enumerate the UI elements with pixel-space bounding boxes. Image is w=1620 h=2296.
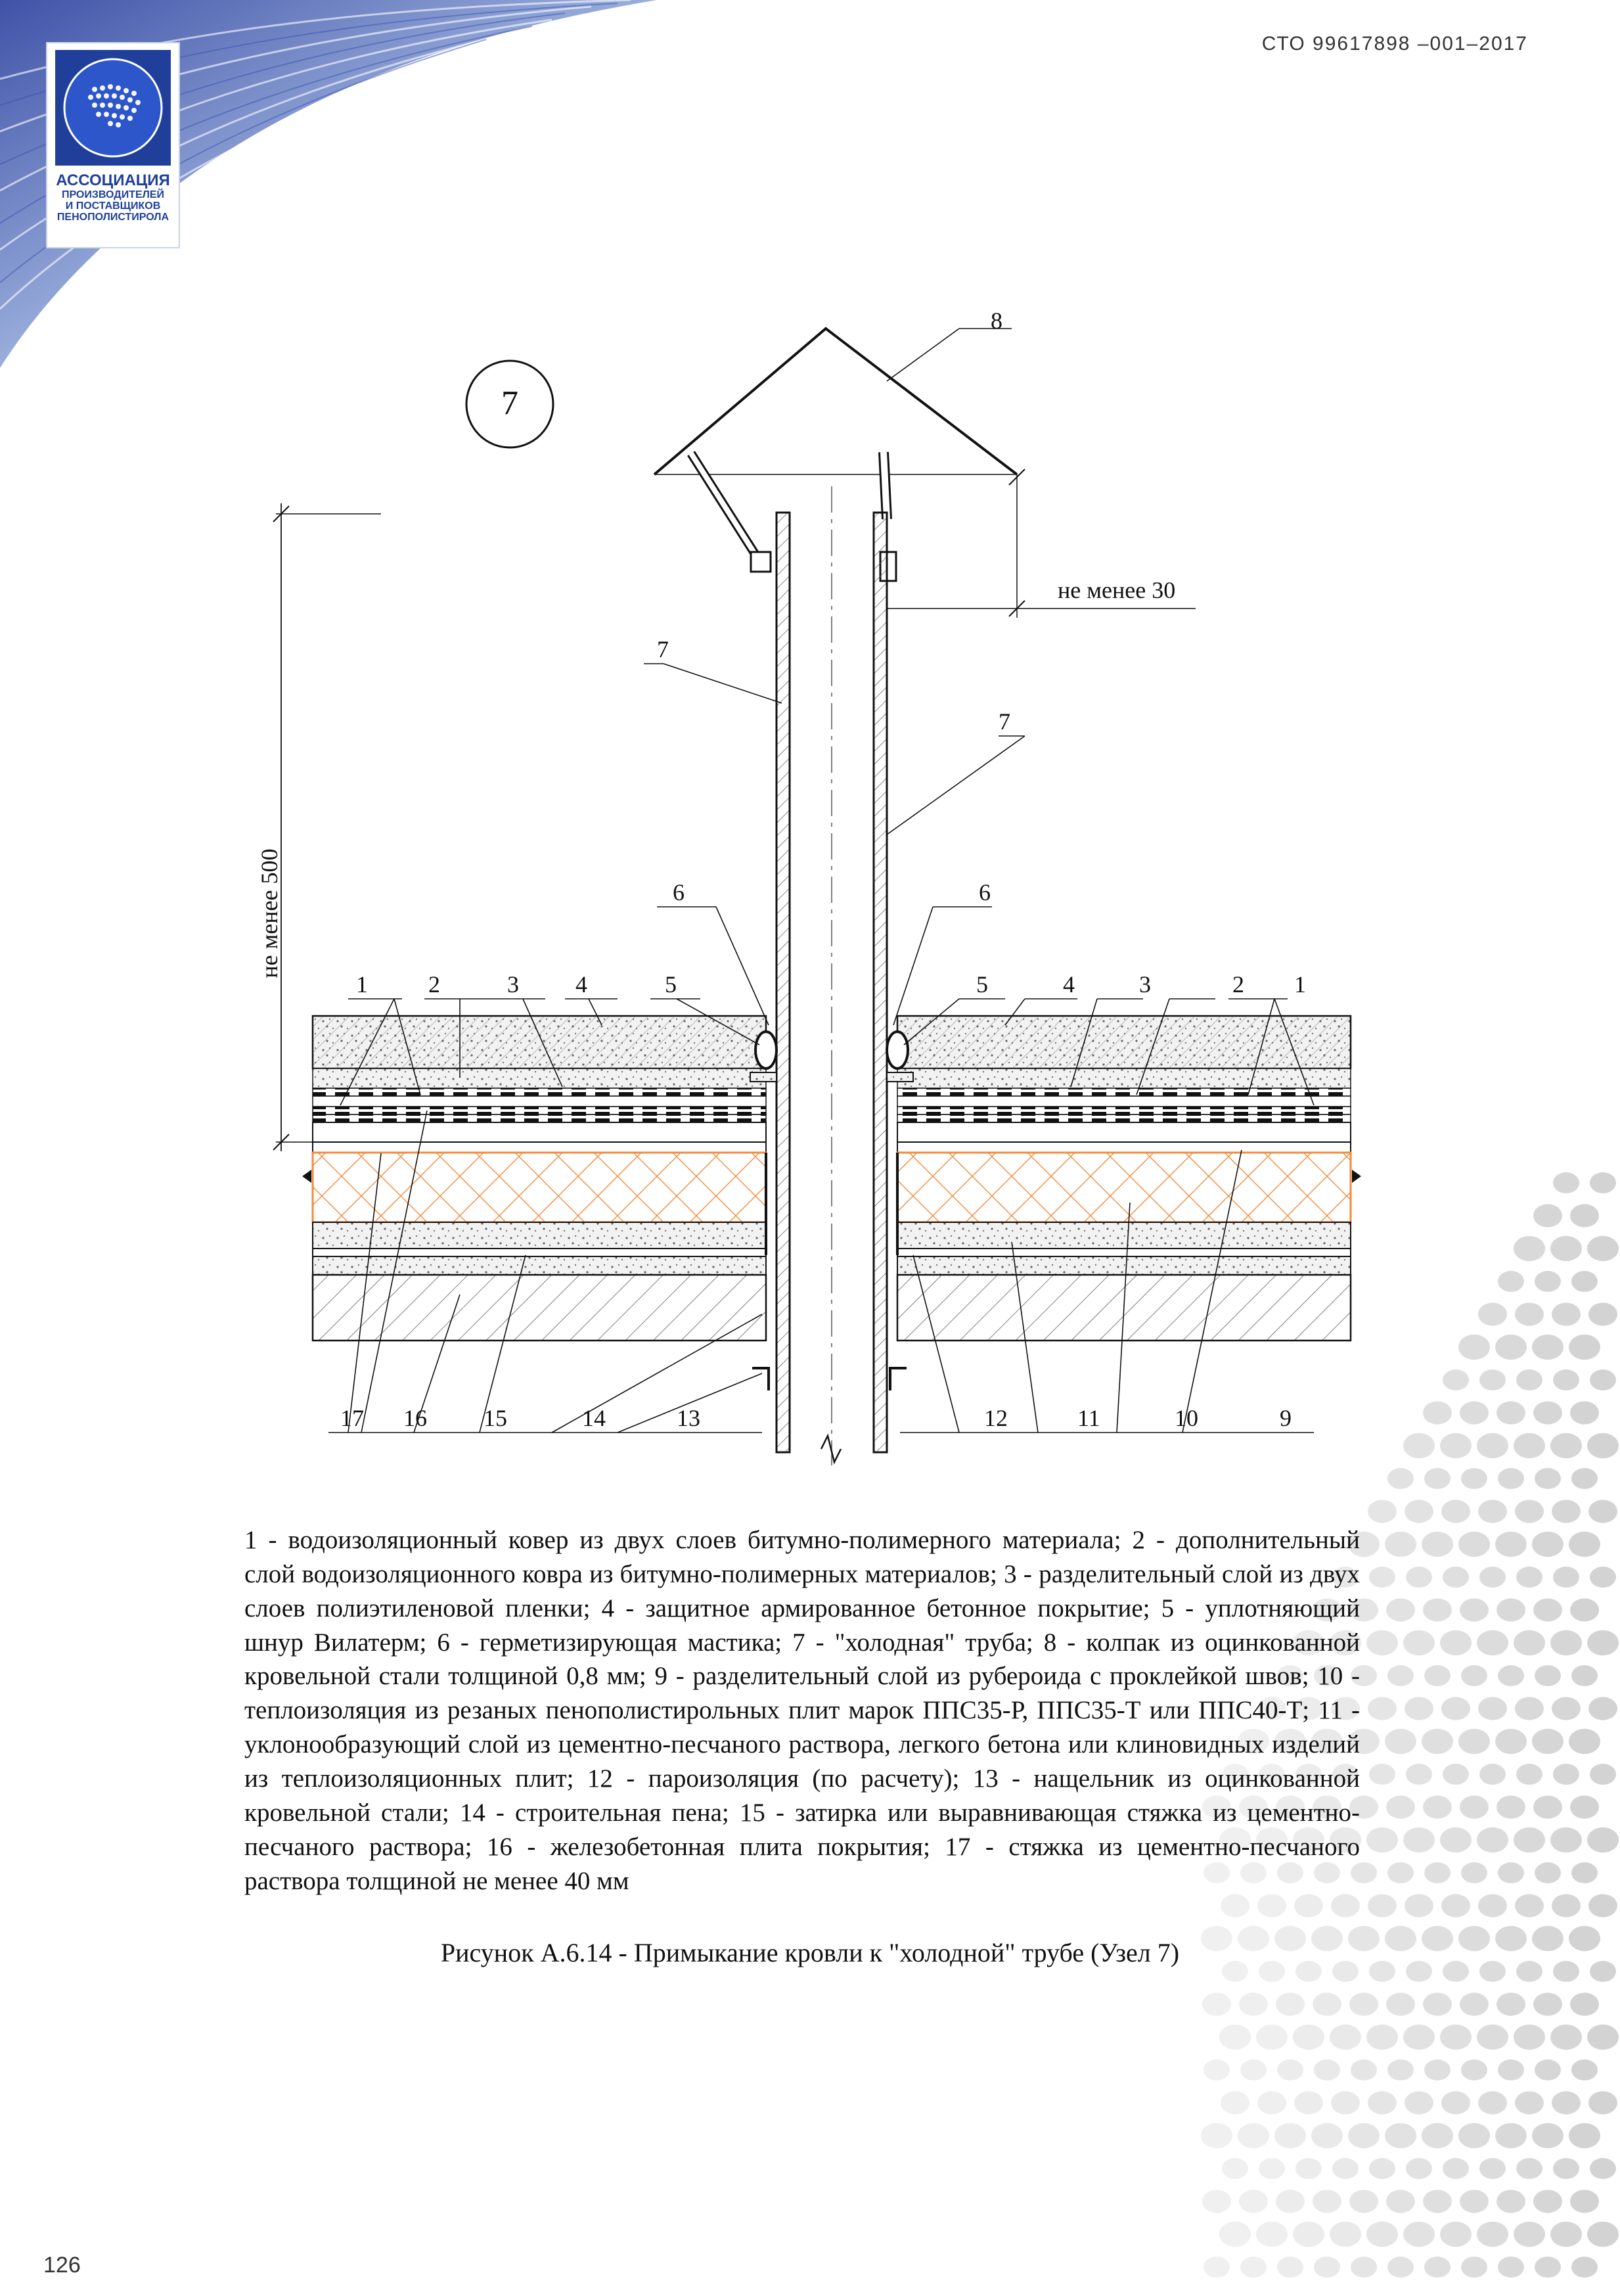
roof-layers-right [897, 1016, 1361, 1341]
label-12: 12 [984, 1405, 1008, 1431]
label-6-left: 6 [673, 879, 685, 906]
label-7-right: 7 [999, 708, 1010, 735]
label-4-left: 4 [575, 971, 587, 998]
label-2-left: 2 [428, 971, 440, 998]
roof-pipe-junction-drawing [256, 308, 1393, 1479]
label-8: 8 [991, 308, 1002, 334]
pipe-wall-right [874, 513, 887, 1452]
logo-line-4: ПЕНОПОЛИСТИРОЛА [56, 212, 169, 223]
label-5-right: 5 [976, 971, 988, 998]
label-3-left: 3 [507, 971, 519, 998]
roof-layers-left [302, 1016, 766, 1341]
label-1-left: 1 [356, 971, 368, 998]
pipe-wall-left [776, 513, 790, 1452]
label-1-right: 1 [1294, 971, 1306, 998]
label-9: 9 [1280, 1405, 1292, 1431]
label-11: 11 [1077, 1405, 1100, 1431]
association-logo [46, 42, 180, 248]
label-15: 15 [484, 1405, 507, 1431]
label-5-left: 5 [665, 971, 677, 998]
legend-text: 1 - водоизоляционный ковер из двух слоев битумно-полимерного материала; 2 - дополнительный слой водоизоляционного ковра из битумно-полимерных материалов; 3 - разделительный слой из двух слоев полиэтиленовой пленки; 4 - защитное армированное бетонное покрытие; 5 - уплотняющий шнур Вилатерм; 6 - герметизирующая мастика; 7 - "холодная" труба; 8 - колпак из оцинкованной кровельной стали толщиной 0,8 мм; 9 - разделительный слой из рубероида с проклейкой швов; 10 - теплоизоляция из резаных пенополистирольных плит марок ППС35-Р, ППС35-Т или ППС40-Т; 11 - уклонообразующий слой из цементно-песчаного раствора, легкого бетона или клиновидных изделий из теплоизоляционных плит; 12 - пароизоляция (по расчету); 13 - нащельник из оцинкованной кровельной стали; 14 - строительная пена; 15 - затирка или выравнивающая стяжка из цементно-песчаного раствора; 16 - железобетонная плита покрытия; 17 - стяжка из цементно-песчаного раствора толщиной не менее 40 мм [244, 1526, 1360, 1895]
label-17: 17 [340, 1405, 364, 1431]
label-16: 16 [403, 1405, 427, 1431]
label-4-right: 4 [1063, 971, 1075, 998]
globe-icon [55, 50, 171, 166]
dimension-30: не менее 30 [1058, 577, 1176, 603]
label-6-right: 6 [979, 879, 991, 906]
node-number: 7 [501, 384, 518, 422]
pipe-cap [654, 329, 1017, 474]
logo-line-1: АССОЦИАЦИЯ [56, 172, 170, 189]
page-number: 126 [43, 2253, 81, 2278]
label-14: 14 [582, 1405, 606, 1431]
label-2-right: 2 [1232, 971, 1244, 998]
label-10: 10 [1175, 1405, 1198, 1431]
dimension-500: не менее 500 [256, 848, 282, 978]
logo-line-2: ПРОИЗВОДИТЕЛЕЙ [61, 189, 165, 200]
label-7-left: 7 [657, 636, 669, 662]
logo-line-3: И ПОСТАВЩИКОВ [65, 200, 161, 212]
label-3-right: 3 [1139, 971, 1151, 998]
figure-caption: Рисунок А.6.14 - Примыкание кровли к "холодной" трубе (Узел 7) [440, 1938, 1180, 1967]
document-code: СТО 99617898 –001–2017 [1261, 33, 1528, 55]
label-13: 13 [677, 1405, 700, 1431]
